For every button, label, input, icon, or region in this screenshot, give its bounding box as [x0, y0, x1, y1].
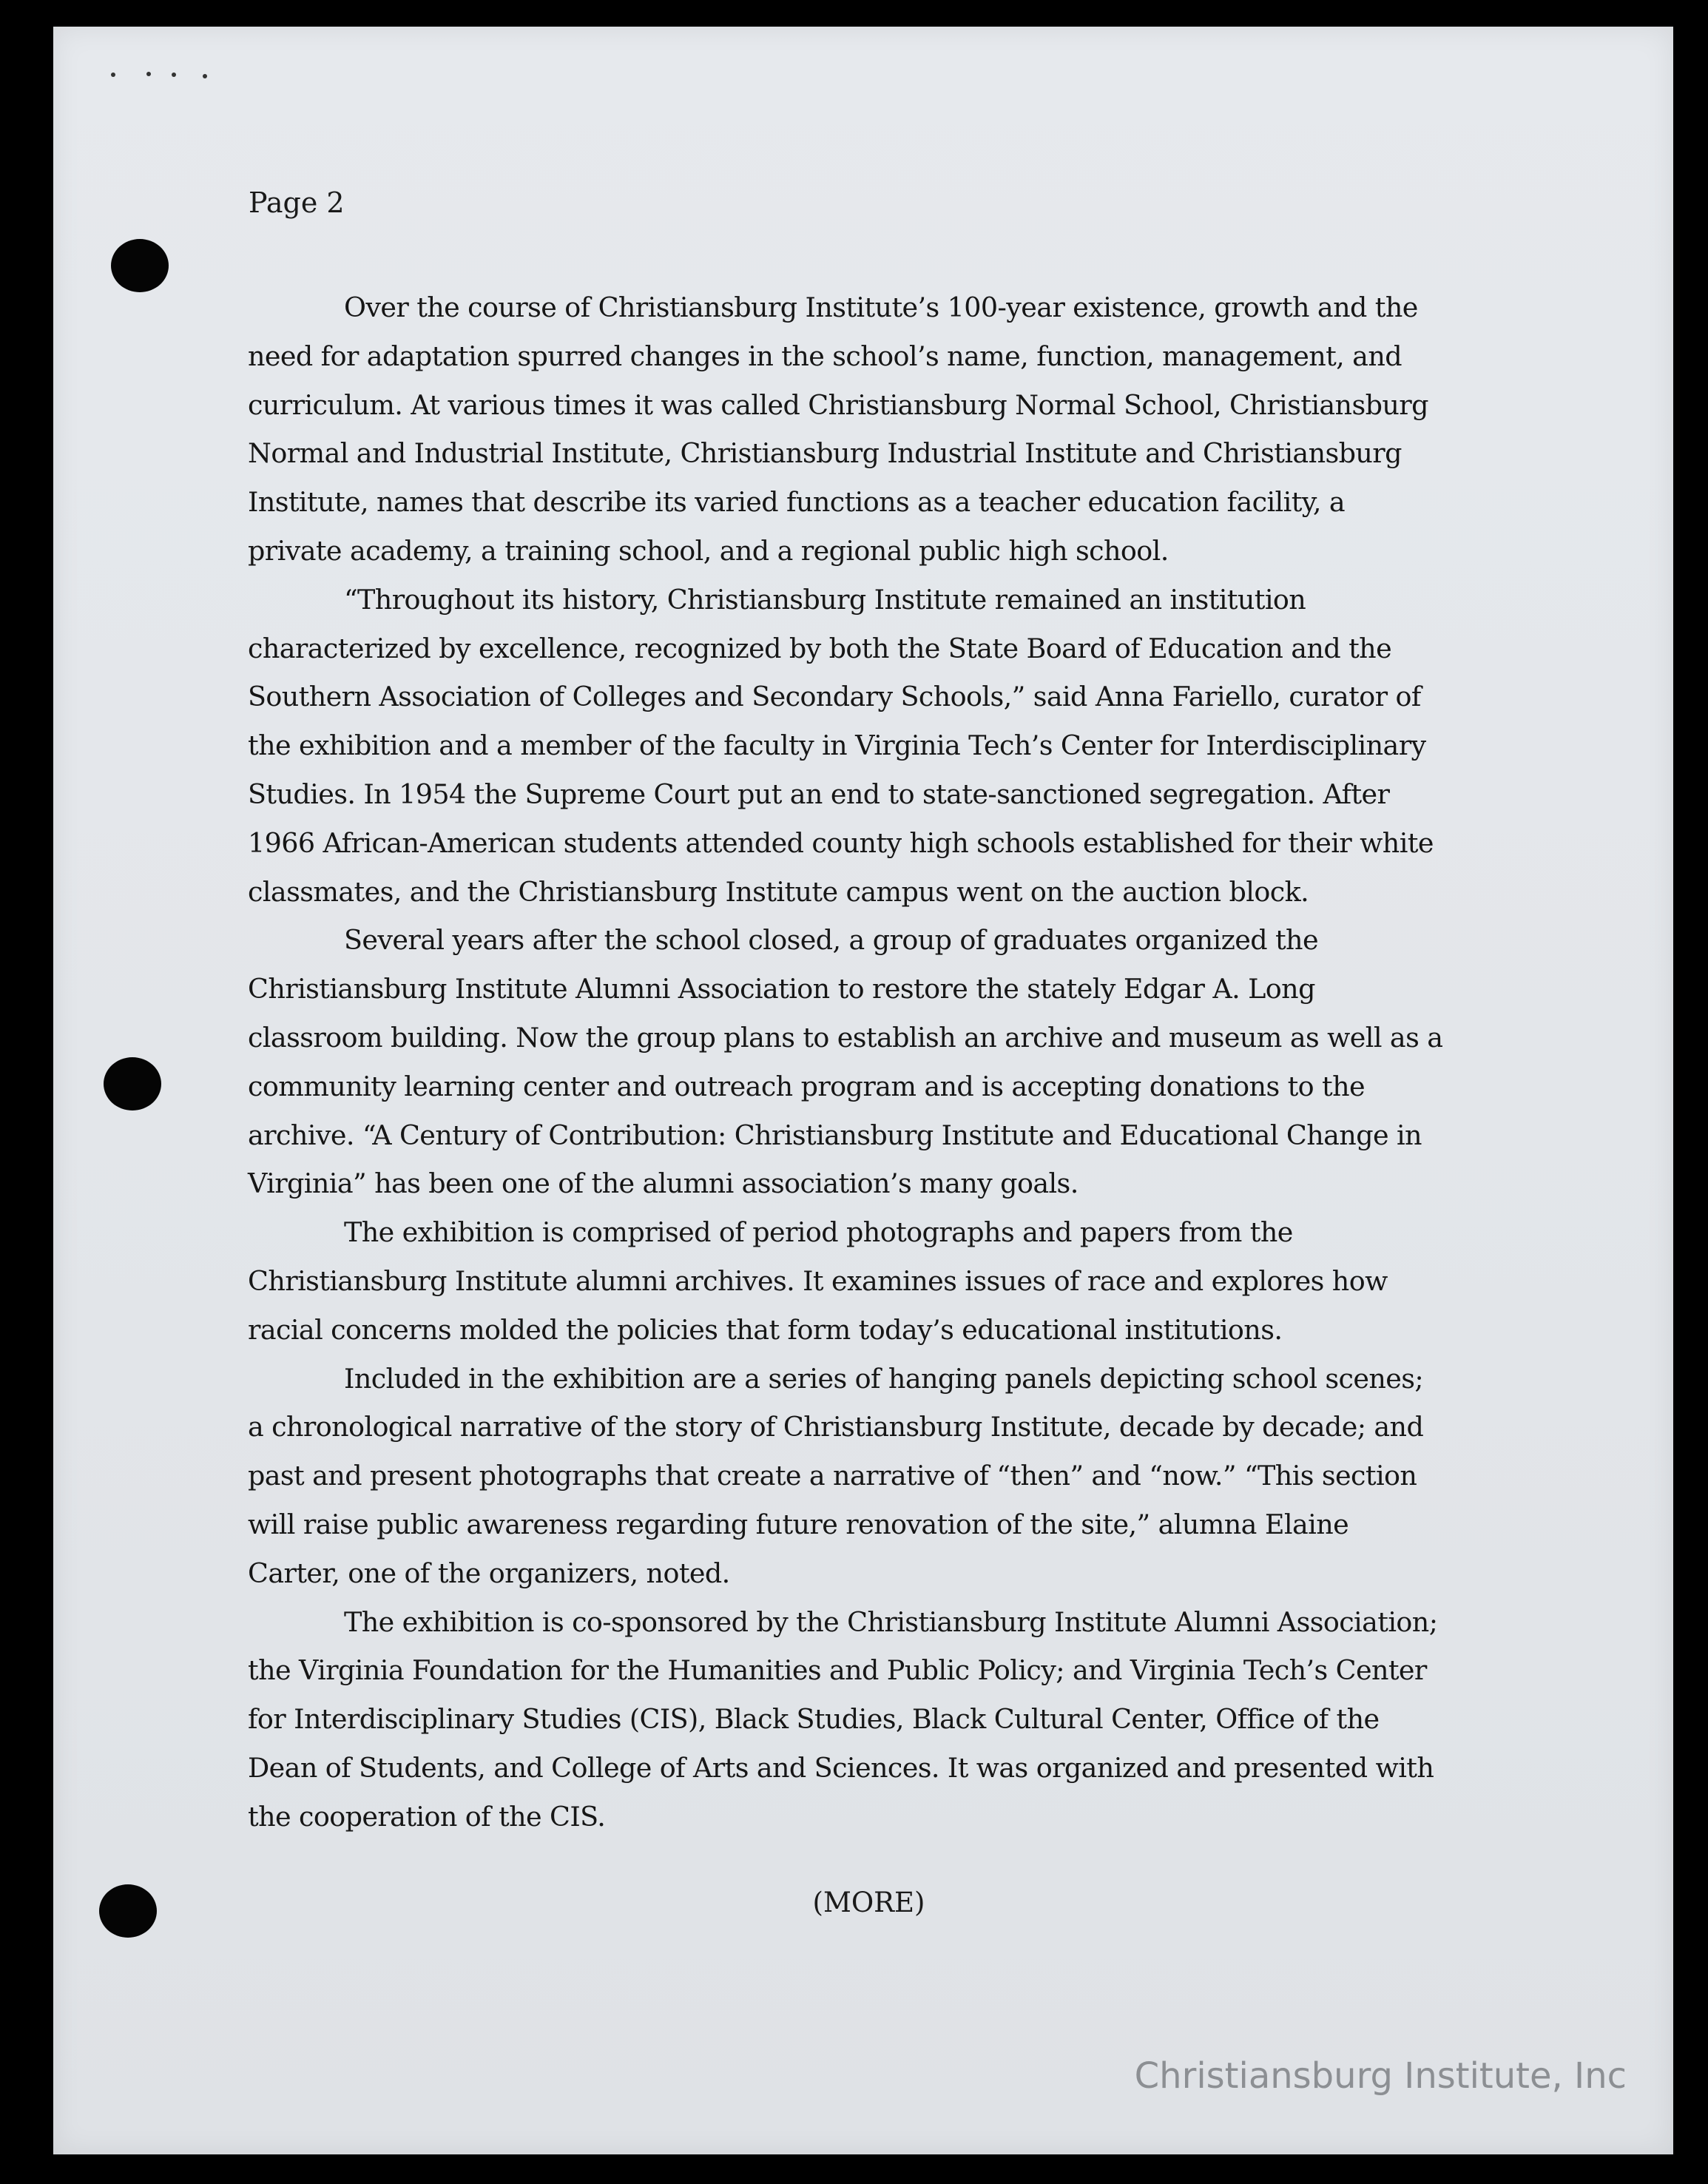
paragraph: “Throughout its history, Christiansburg Institute remained an institution characterized by excellence, recognized by both the State Board of Education and the Southern Association of Colleges and Secondary Schools,” said Anna Fariello, curator of the exhibition and a member of the faculty in Virginia Tech’s Center for Interdisciplinary Studies. In 1954 the Supreme Court put an end to state-sanctioned segregation. After 1966 African-American students attended county high schools established for their white classmates, and the Christiansburg Institute campus went on the auction block.: [248, 583, 1434, 908]
punch-hole-middle: [104, 1057, 161, 1110]
paper-speck: [146, 72, 151, 76]
paper-speck: [111, 73, 115, 77]
paragraph: The exhibition is comprised of period photographs and papers from the Christiansburg Institute alumni archives. It examines issues of race and explores how racial concerns molded the policies that form today’s educational institutions.: [248, 1216, 1388, 1346]
paragraph: The exhibition is co-sponsored by the Christiansburg Institute Alumni Association; the Virginia Foundation for the Humanities and Public Policy; and Virginia Tech’s Center for Interdisciplinary Studies (CIS), Black Studies, Black Cultural Center, Office of the Dean of Students, and College of Arts and Sciences. It was organized and presented with the cooperation of the CIS.: [248, 1605, 1438, 1833]
paragraph: Included in the exhibition are a series of hanging panels depicting school scenes; a chronological narrative of the story of Christiansburg Institute, decade by decade; and past and present photographs that create a narrative of “then” and “now.” “This section will raise public awareness regarding future renovation of the site,” alumna Elaine Carter, one of the organizers, noted.: [248, 1362, 1424, 1589]
punch-hole-top: [111, 239, 169, 292]
watermark: Christiansburg Institute, Inc: [1134, 2055, 1627, 2097]
page-number: Page 2: [249, 186, 345, 219]
body-text: [248, 283, 1446, 1841]
more-marker: (MORE): [812, 1887, 925, 1918]
paragraph: Several years after the school closed, a group of graduates organized the Christiansburg Institute Alumni Association to restore the stately Edgar A. Long classroom building. Now the group plans to establish an archive and museum as well as a community learning center and outreach program and is accepting donations to the archive. “A Century of Contribution: Christiansburg Institute and Educational Change in Virginia” has been one of the alumni association’s many goals.: [248, 924, 1443, 1200]
paper-speck: [172, 73, 176, 77]
paper-speck: [203, 74, 207, 78]
paragraph: Over the course of Christiansburg Institute’s 100-year existence, growth and the need for adaptation spurred changes in the school’s name, function, management, and curriculum. At various times it was called Christiansburg Normal School, Christiansburg Normal and Industrial Institute, Christiansburg Industrial Institute and Christiansburg Institute, names that describe its varied functions as a teacher education facility, a private academy, a training school, and a regional public high school.: [248, 291, 1428, 567]
